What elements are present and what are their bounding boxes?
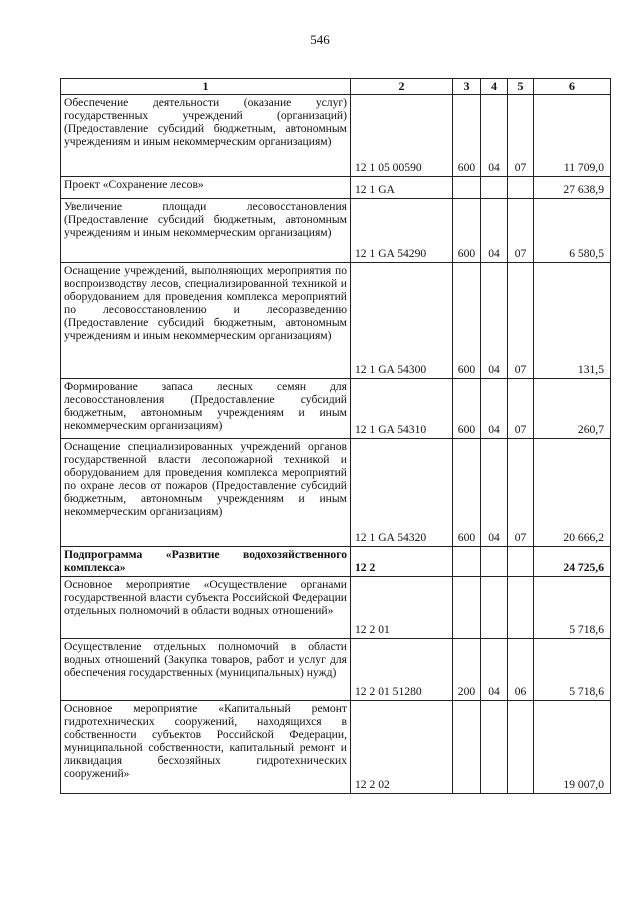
row-name: Основное мероприятие «Капитальный ремонт гидротехнических сооружений, находящихся в собственности субъектов Российской Федерации, муниципальной собственности, капитальный ремонт и ликвидация бесхозяйных гидротехнических сооружений» <box>61 701 351 794</box>
table-row <box>61 701 611 794</box>
header-col-1: 1 <box>61 79 351 95</box>
row-col-3: 600 <box>453 95 481 177</box>
row-name: Проект «Сохранение лесов» <box>61 177 351 199</box>
row-col-5 <box>508 577 534 639</box>
header-col-4: 4 <box>481 79 508 95</box>
header-col-3: 3 <box>453 79 481 95</box>
row-name: Основное мероприятие «Осуществление органами государственной власти субъекта Российской Федерации отдельных полномочий в области водных отношений» <box>61 577 351 639</box>
row-name: Оснащение учреждений, выполняющих мероприятия по воспроизводству лесов, специализированной техникой и оборудованием для проведения комплекса мероприятий по лесовосстановлению и лесоразведению (Предоставление субсидий бюджетным, автономным учреждениям и иным некоммерческим организациям) <box>61 263 351 379</box>
row-code: 12 2 01 <box>351 577 453 639</box>
subprogram-row <box>61 547 611 577</box>
row-name: Обеспечение деятельности (оказание услуг) государственных учреждений (организаций) (Предоставление субсидий бюджетным, автономным учреждениям и иным некоммерческим организациям) <box>61 95 351 177</box>
row-col-5: 06 <box>508 639 534 701</box>
row-col-5: 07 <box>508 95 534 177</box>
row-name: Формирование запаса лесных семян для лесовосстановления (Предоставление субсидий бюджетным, автономным учреждениям и иным некоммерческим организациям) <box>61 379 351 439</box>
row-col-4 <box>481 547 508 577</box>
row-amount: 24 725,6 <box>534 547 611 577</box>
row-col-4: 04 <box>481 263 508 379</box>
row-col-4: 04 <box>481 439 508 547</box>
row-amount: 19 007,0 <box>534 701 611 794</box>
table-row <box>61 199 611 263</box>
row-col-3: 600 <box>453 263 481 379</box>
page-number: 546 <box>310 32 330 47</box>
row-col-5: 07 <box>508 199 534 263</box>
row-col-5 <box>508 547 534 577</box>
row-code: 12 1 GA 54320 <box>351 439 453 547</box>
header-col-2: 2 <box>351 79 453 95</box>
row-amount: 20 666,2 <box>534 439 611 547</box>
row-col-4 <box>481 577 508 639</box>
row-amount: 6 580,5 <box>534 199 611 263</box>
row-col-3 <box>453 177 481 199</box>
row-col-5 <box>508 177 534 199</box>
row-amount: 5 718,6 <box>534 577 611 639</box>
row-col-3 <box>453 701 481 794</box>
budget-table <box>60 78 611 794</box>
row-code: 12 2 02 <box>351 701 453 794</box>
table-row <box>61 95 611 177</box>
row-col-4 <box>481 701 508 794</box>
row-col-5 <box>508 701 534 794</box>
row-col-4: 04 <box>481 95 508 177</box>
row-name: Увеличение площади лесовосстановления (Предоставление субсидий бюджетным, автономным учреждениям и иным некоммерческим организациям) <box>61 199 351 263</box>
row-col-3: 600 <box>453 439 481 547</box>
row-amount: 5 718,6 <box>534 639 611 701</box>
table-row <box>61 379 611 439</box>
row-amount: 27 638,9 <box>534 177 611 199</box>
row-col-3: 600 <box>453 199 481 263</box>
row-code: 12 1 GA 54300 <box>351 263 453 379</box>
row-col-3 <box>453 577 481 639</box>
row-col-5: 07 <box>508 439 534 547</box>
row-name: Осуществление отдельных полномочий в области водных отношений (Закупка товаров, работ и услуг для обеспечения государственных (муниципальных) нужд) <box>61 639 351 701</box>
header-col-5: 5 <box>508 79 534 95</box>
row-col-4: 04 <box>481 639 508 701</box>
row-col-5: 07 <box>508 379 534 439</box>
table-header-row <box>61 79 611 95</box>
row-col-3 <box>453 547 481 577</box>
row-code: 12 1 GA 54310 <box>351 379 453 439</box>
row-code: 12 1 05 00590 <box>351 95 453 177</box>
row-code: 12 1 GA 54290 <box>351 199 453 263</box>
row-col-4: 04 <box>481 379 508 439</box>
row-amount: 260,7 <box>534 379 611 439</box>
row-code: 12 1 GA <box>351 177 453 199</box>
row-name: Подпрограмма «Развитие водохозяйственного комплекса» <box>61 547 351 577</box>
row-name: Оснащение специализированных учреждений органов государственной власти лесопожарной техникой и оборудованием для проведения комплекса мероприятий по охране лесов от пожаров (Предоставление субсидий бюджетным, автономным учреждениям и иным некоммерческим организациям) <box>61 439 351 547</box>
row-col-3: 200 <box>453 639 481 701</box>
row-amount: 131,5 <box>534 263 611 379</box>
row-col-4 <box>481 177 508 199</box>
table-row <box>61 639 611 701</box>
row-code: 12 2 01 51280 <box>351 639 453 701</box>
table-row <box>61 577 611 639</box>
row-col-5: 07 <box>508 263 534 379</box>
table-row <box>61 177 611 199</box>
header-col-6: 6 <box>534 79 611 95</box>
row-code: 12 2 <box>351 547 453 577</box>
row-amount: 11 709,0 <box>534 95 611 177</box>
table-row <box>61 439 611 547</box>
row-col-3: 600 <box>453 379 481 439</box>
row-col-4: 04 <box>481 199 508 263</box>
table-row <box>61 263 611 379</box>
